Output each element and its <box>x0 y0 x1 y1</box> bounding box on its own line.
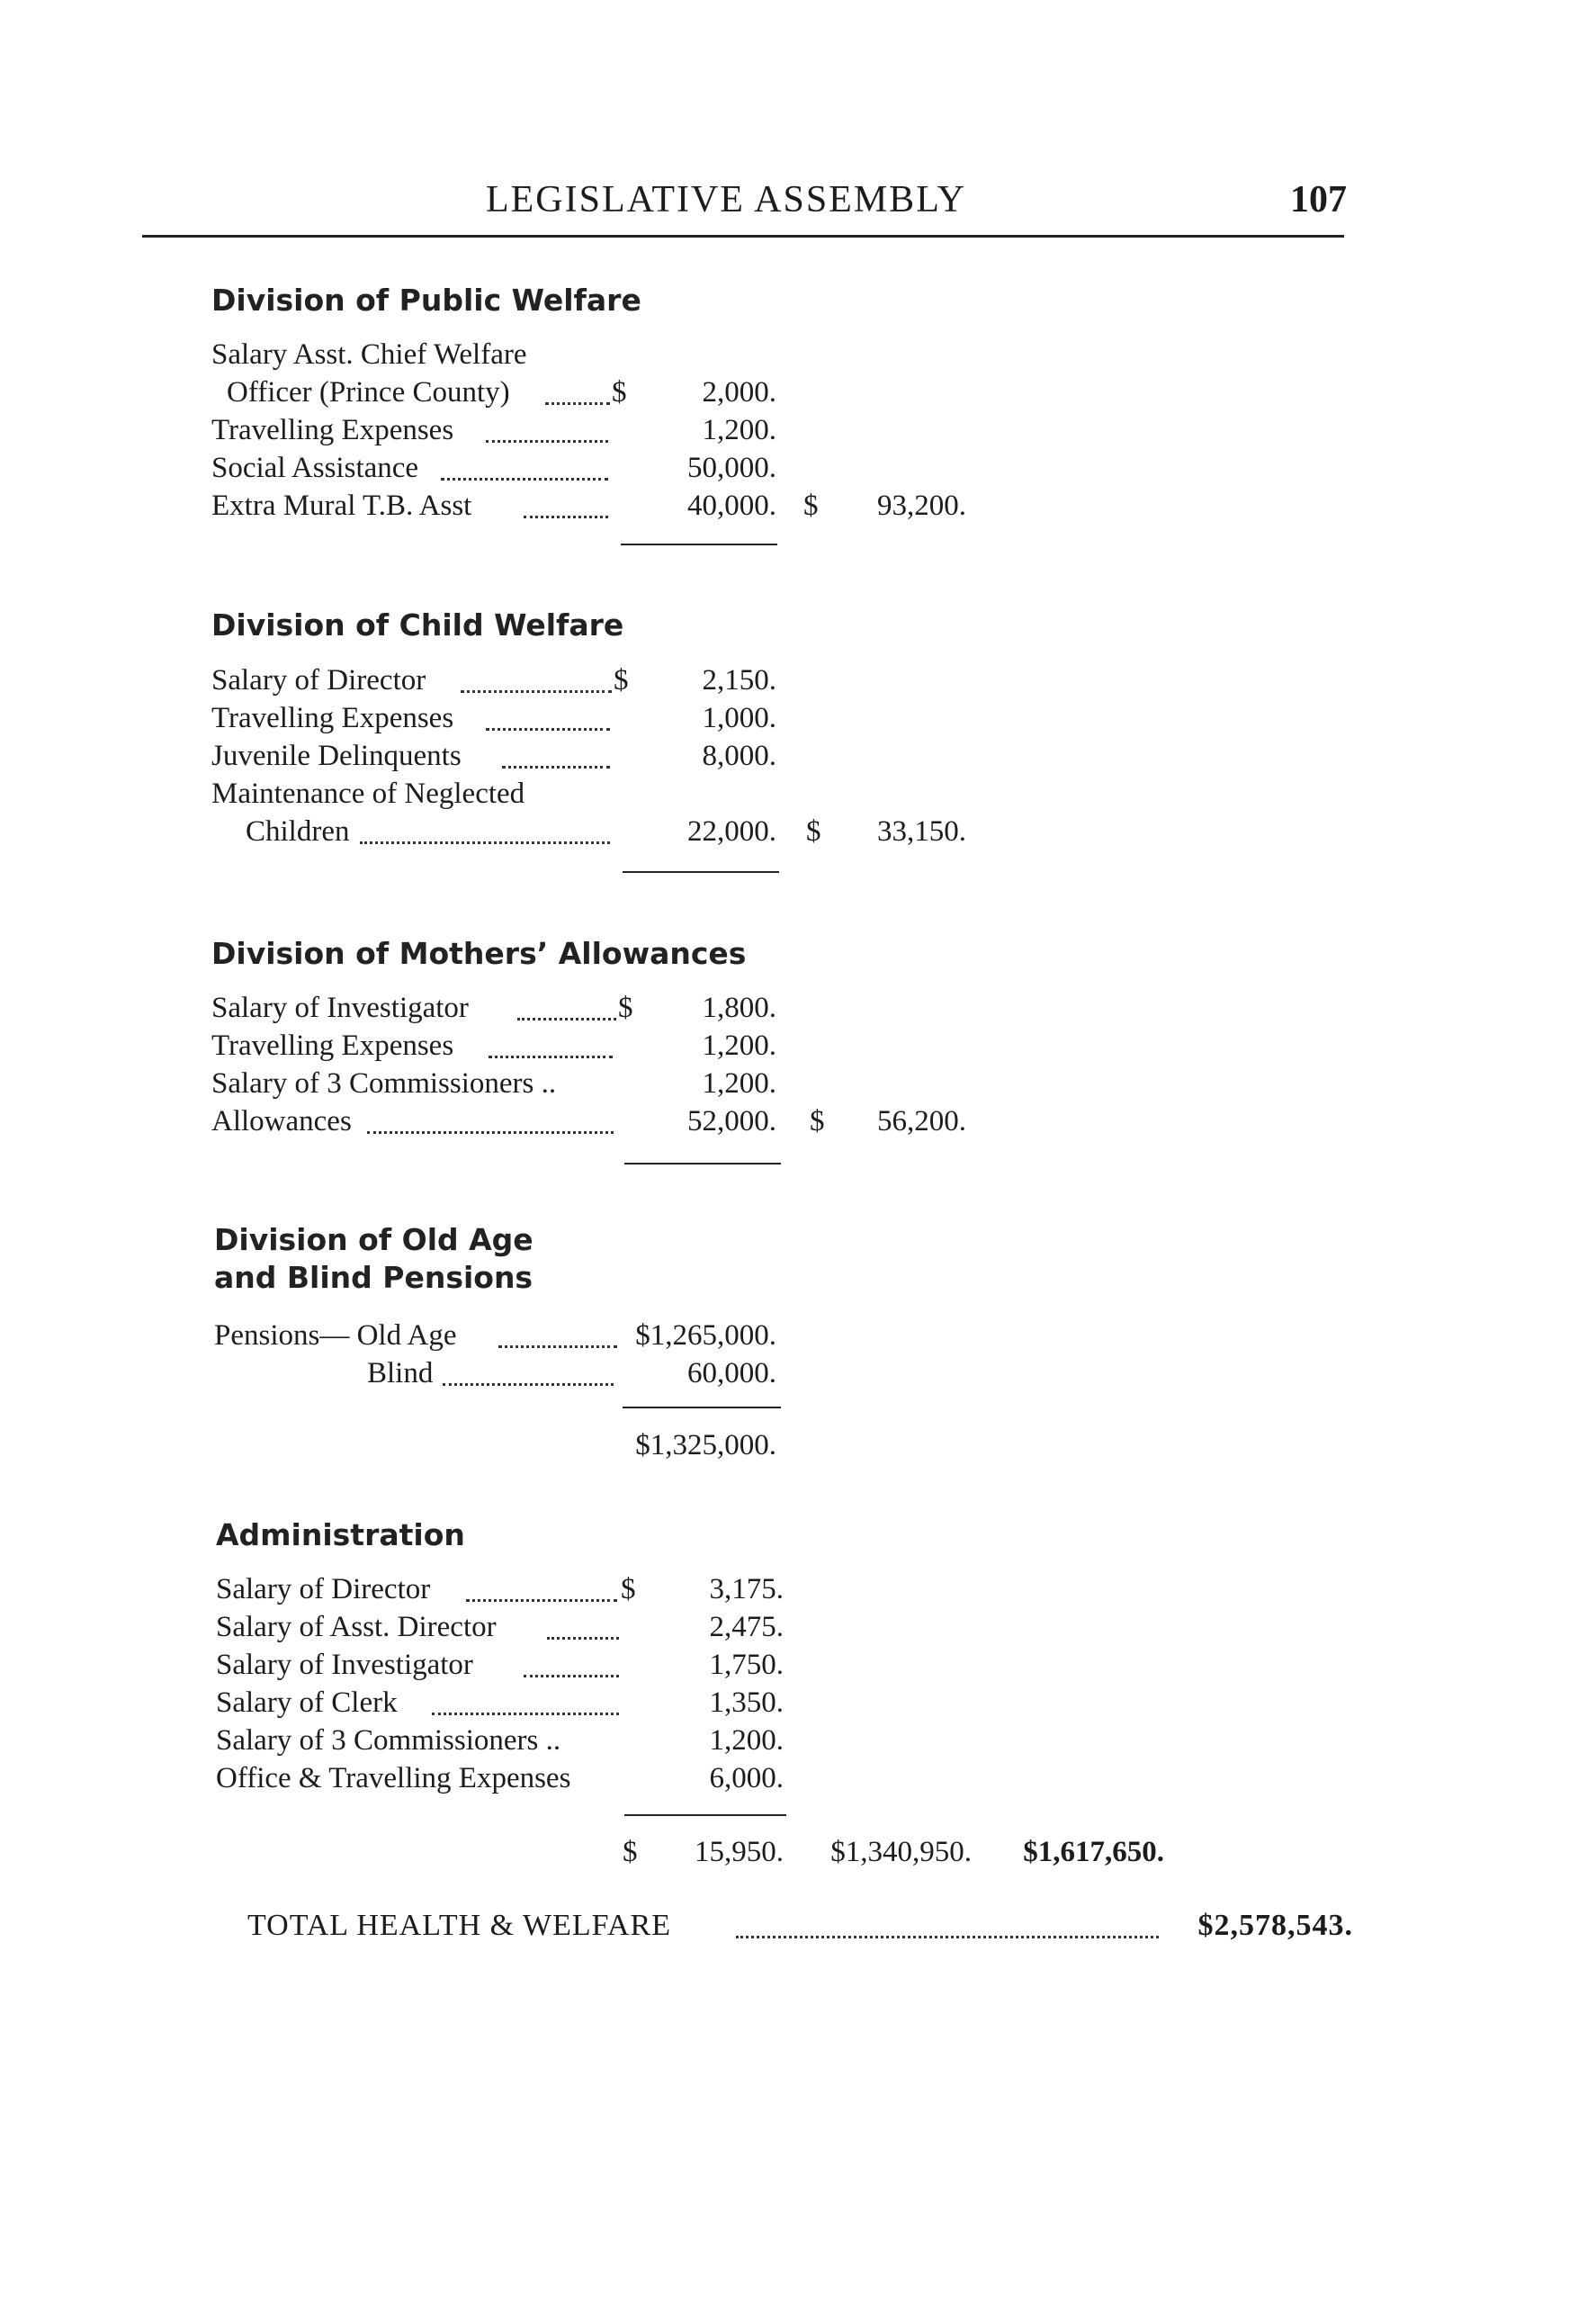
line-label: Travelling Expenses <box>211 414 454 446</box>
amount: 1,200. <box>709 1724 784 1757</box>
leader-dots <box>547 1637 619 1640</box>
currency-sign: $ <box>803 490 819 522</box>
leader-dots <box>360 841 610 844</box>
line-label: Salary of Clerk <box>216 1686 398 1719</box>
section-heading-mothers-allowances: Division of Mothers’ Allowances <box>211 936 747 971</box>
line-label: Social Assistance <box>211 452 419 484</box>
line-label: Salary of Director <box>211 664 426 697</box>
list-item <box>0 335 1596 374</box>
amount: 1,350. <box>709 1686 784 1719</box>
line-label: Salary of Investigator <box>216 1649 473 1681</box>
amount: 1,200. <box>702 1067 776 1100</box>
amount: 52,000. <box>687 1105 776 1138</box>
list-item <box>0 1758 1596 1798</box>
leader-dots <box>498 1345 617 1348</box>
leader-dots <box>524 1675 619 1677</box>
list-item <box>0 1102 1596 1141</box>
subtotal-amount: 93,200. <box>877 490 966 522</box>
line-label: Office & Travelling Expenses <box>216 1762 571 1794</box>
list-item <box>0 1316 1596 1355</box>
page-number: 107 <box>1290 179 1347 220</box>
leader-dots <box>432 1713 619 1715</box>
list-item <box>0 1721 1596 1760</box>
amount: 50,000. <box>687 452 776 484</box>
amount: 2,150. <box>702 664 776 697</box>
amount: 2,000. <box>702 376 776 409</box>
section-heading-child-welfare: Division of Child Welfare <box>211 607 624 643</box>
list-item <box>0 774 1596 814</box>
sum-amount: $1,340,950. <box>830 1836 972 1868</box>
leader-dots <box>517 1018 616 1021</box>
leader-dots <box>443 1383 614 1386</box>
line-label: Allowances <box>211 1105 352 1138</box>
line-label: Maintenance of Neglected <box>211 778 525 810</box>
amount: 8,000. <box>702 740 776 772</box>
currency-sign: $ <box>612 376 627 409</box>
amount: 22,000. <box>687 815 776 848</box>
column-rule <box>624 1814 786 1816</box>
currency-sign: $ <box>806 815 821 848</box>
column-rule <box>623 1407 781 1408</box>
line-label: Salary of Director <box>216 1573 431 1605</box>
amount: 40,000. <box>687 490 776 522</box>
list-item <box>0 736 1596 776</box>
currency-sign: $ <box>618 992 633 1024</box>
list-item <box>0 1425 1596 1465</box>
list-item <box>0 486 1596 526</box>
line-label: Juvenile Delinquents <box>211 740 462 772</box>
currency-sign: $ <box>614 664 629 697</box>
line-label: Pensions— Old Age <box>214 1319 457 1352</box>
line-label: Salary Asst. Chief Welfare <box>211 338 527 371</box>
list-item <box>0 1569 1596 1609</box>
amount: $1,265,000. <box>635 1319 776 1352</box>
page-header-title: LEGISLATIVE ASSEMBLY <box>486 179 966 220</box>
leader-dots <box>367 1131 614 1134</box>
line-label: Salary of Investigator <box>211 992 469 1024</box>
list-item <box>0 1026 1596 1066</box>
amount: 1,200. <box>702 1030 776 1062</box>
section-heading-public-welfare: Division of Public Welfare <box>211 283 641 318</box>
grand-total-label: TOTAL HEALTH & WELFARE <box>247 1909 672 1942</box>
column-rule <box>621 544 777 545</box>
list-item <box>0 1607 1596 1647</box>
currency-sign: $ <box>810 1105 825 1138</box>
leader-dots <box>524 516 608 518</box>
sum-amount: $1,617,650. <box>1023 1836 1164 1868</box>
grand-total-amount: $2,578,543. <box>1197 1909 1353 1942</box>
list-item <box>0 661 1596 700</box>
list-item <box>0 410 1596 450</box>
list-item <box>0 1064 1596 1103</box>
header-rule <box>142 235 1344 238</box>
leader-dots <box>486 728 610 731</box>
section-heading-old-age: Division of Old Age <box>214 1222 533 1257</box>
amount: 3,175. <box>709 1573 784 1605</box>
subtotal-amount: 56,200. <box>877 1105 966 1138</box>
leader-dots <box>489 1056 613 1058</box>
line-label: Travelling Expenses <box>211 702 454 734</box>
list-item <box>0 698 1596 738</box>
amount: 1,000. <box>702 702 776 734</box>
list-item <box>0 373 1596 412</box>
amount: 6,000. <box>709 1762 784 1794</box>
list-item <box>0 1683 1596 1722</box>
leader-dots <box>461 690 612 693</box>
leader-dots <box>545 402 610 405</box>
list-item <box>0 812 1596 851</box>
line-label: Salary of 3 Commissioners .. <box>211 1067 557 1100</box>
list-item <box>0 1645 1596 1685</box>
amount: 60,000. <box>687 1357 776 1389</box>
sum-amount: $1,325,000. <box>635 1429 776 1461</box>
line-label: Salary of 3 Commissioners .. <box>216 1724 561 1757</box>
amount: 1,750. <box>709 1649 784 1681</box>
leader-dots <box>502 766 610 769</box>
currency-sign: $ <box>621 1573 636 1605</box>
leader-dots <box>736 1936 1159 1938</box>
leader-dots <box>466 1599 617 1602</box>
leader-dots <box>486 440 608 443</box>
list-item <box>0 448 1596 488</box>
sum-amount: 15,950. <box>695 1836 784 1868</box>
amount: 1,800. <box>702 992 776 1024</box>
currency-sign: $ <box>623 1836 638 1868</box>
line-label: Travelling Expenses <box>211 1030 454 1062</box>
summary-row <box>0 1832 1596 1872</box>
list-item <box>0 988 1596 1028</box>
section-heading-blind-pensions: and Blind Pensions <box>214 1260 533 1295</box>
amount: 2,475. <box>709 1611 784 1643</box>
line-label: Extra Mural T.B. Asst <box>211 490 472 522</box>
leader-dots <box>441 478 608 481</box>
column-rule <box>624 1163 781 1164</box>
line-label: Blind <box>367 1357 434 1389</box>
list-item <box>0 1353 1596 1393</box>
amount: 1,200. <box>702 414 776 446</box>
line-label: Children <box>246 815 350 848</box>
section-heading-administration: Administration <box>216 1517 465 1552</box>
line-label: Salary of Asst. Director <box>216 1611 497 1643</box>
grand-total-row <box>0 1906 1596 1946</box>
line-label: Officer (Prince County) <box>227 376 510 409</box>
subtotal-amount: 33,150. <box>877 815 966 848</box>
column-rule <box>623 871 779 873</box>
